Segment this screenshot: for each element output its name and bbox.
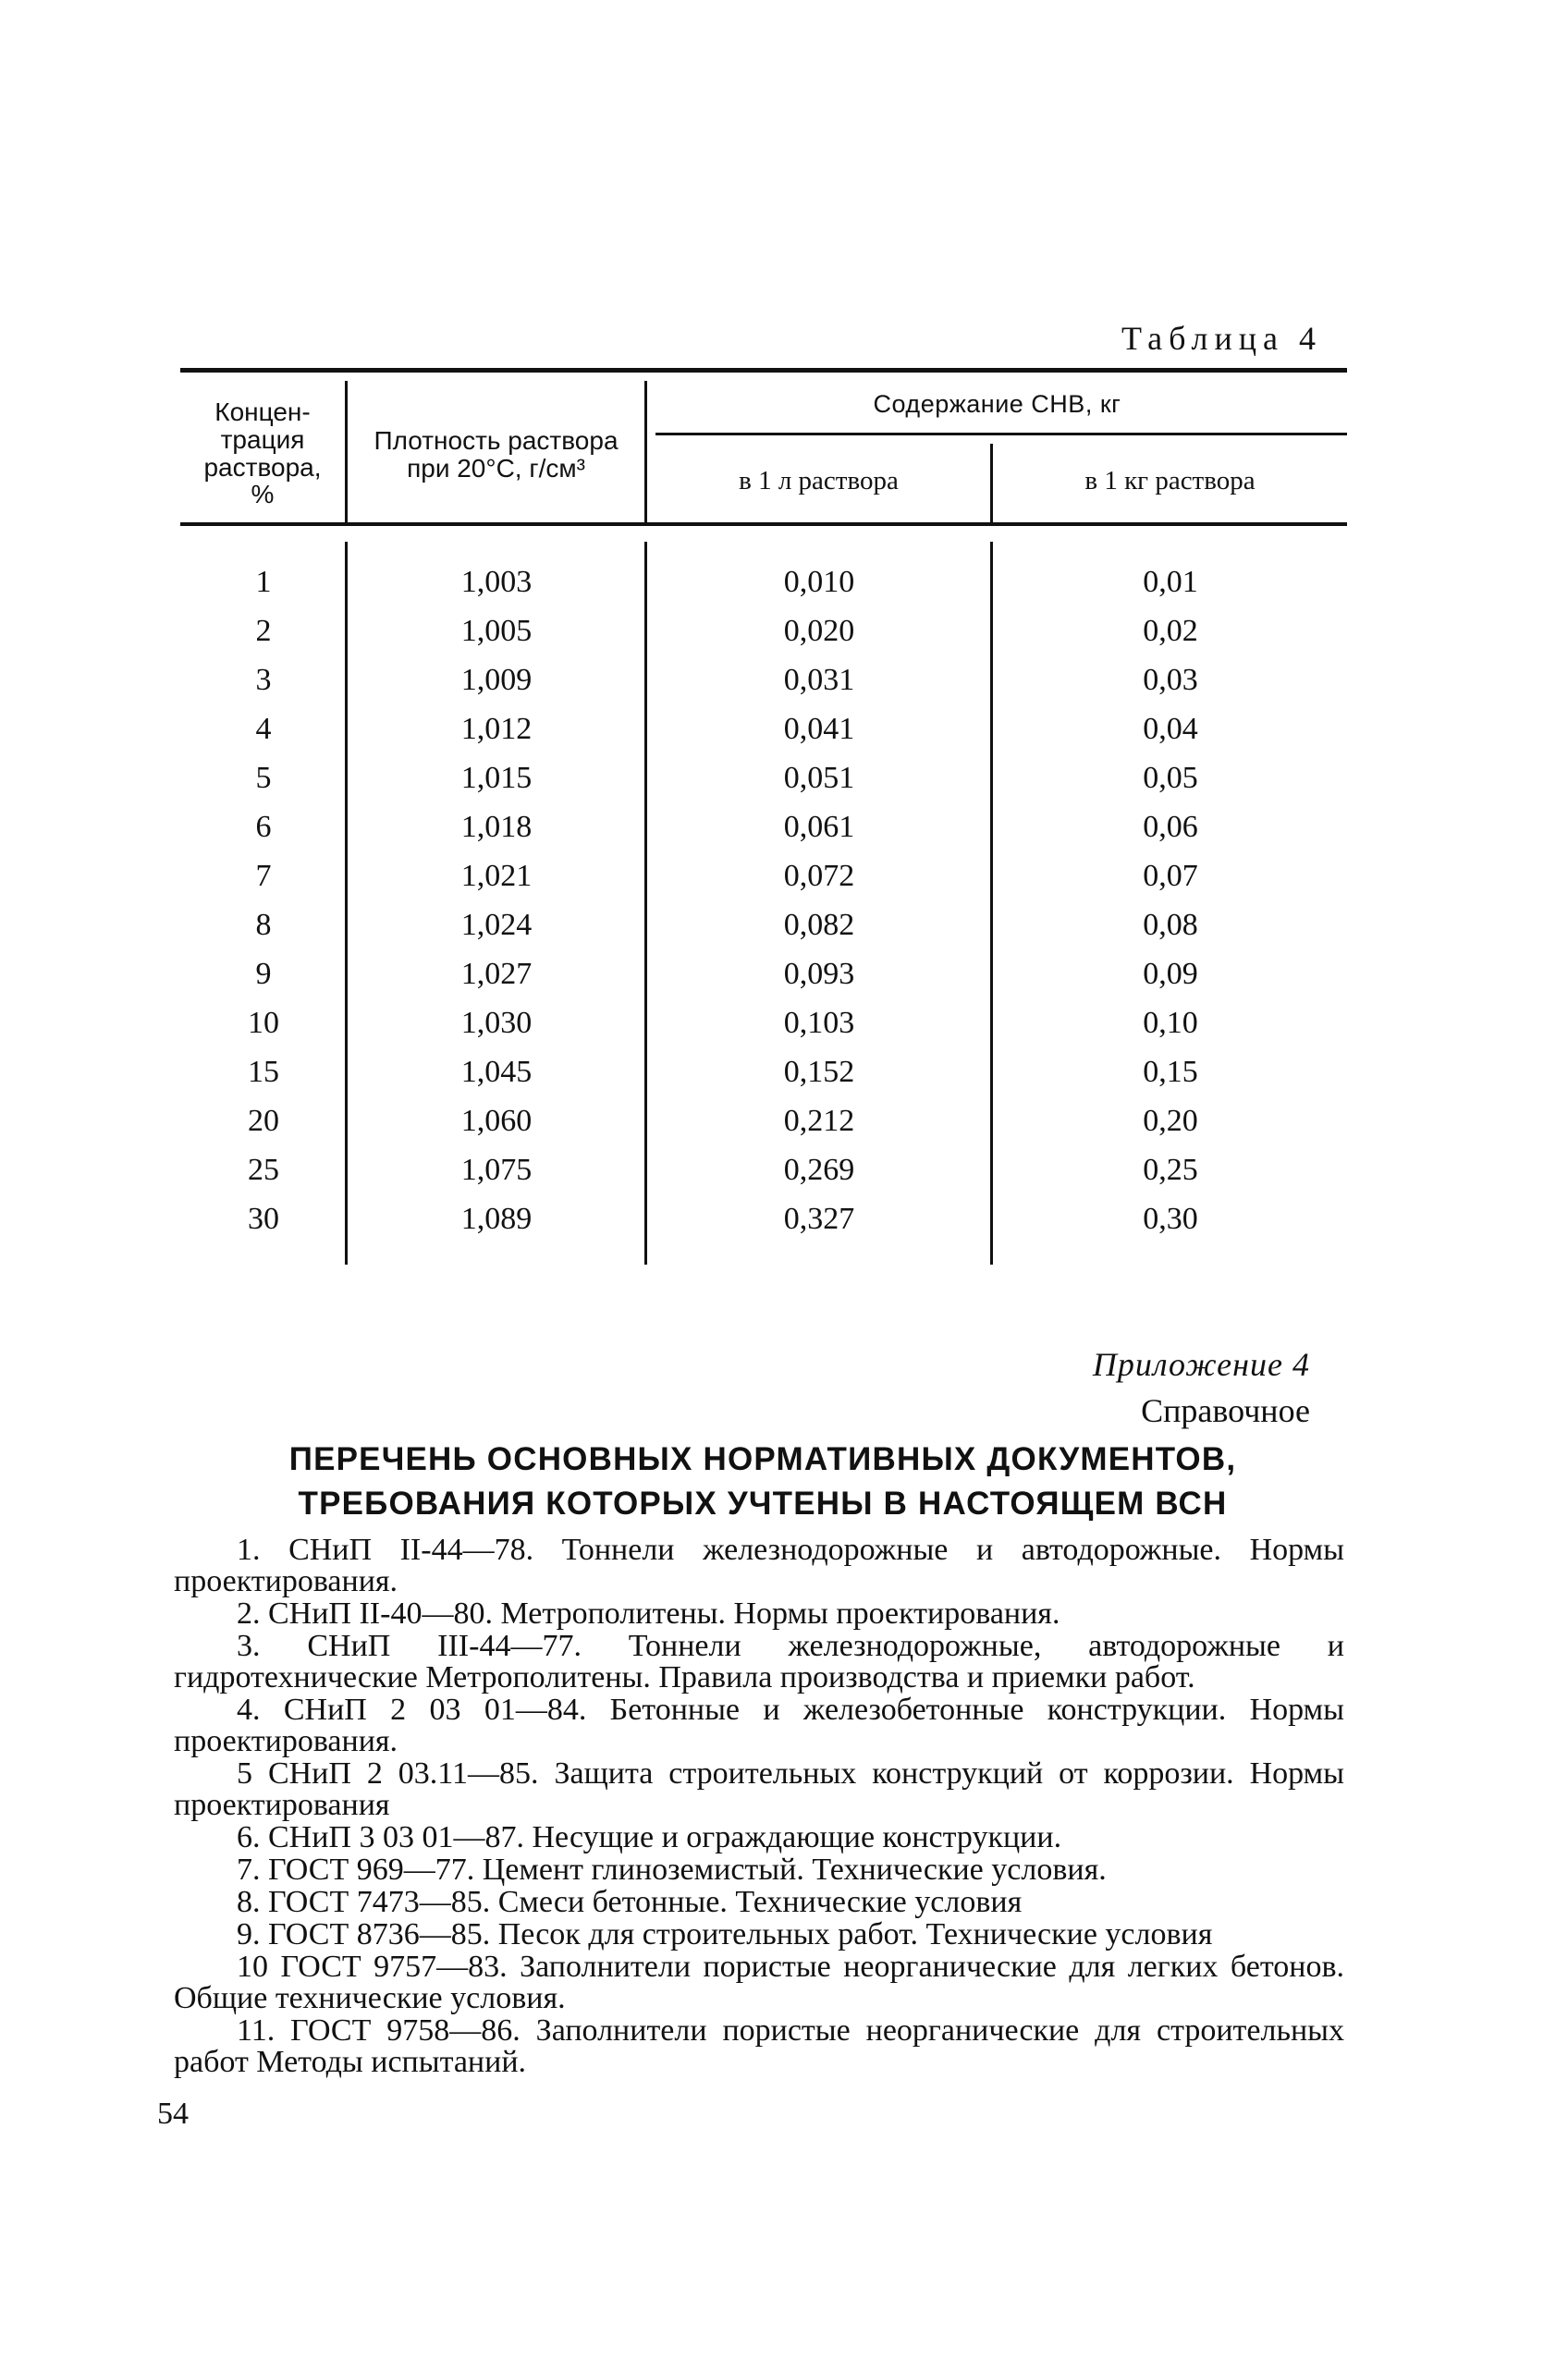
- cell-per-kg: 0,08: [1143, 908, 1198, 942]
- cell-density: 1,024: [460, 908, 533, 942]
- cell-per-liter: 0,103: [783, 1006, 855, 1040]
- cell-per-kg: 0,02: [1143, 614, 1198, 648]
- cell-per-liter: 0,212: [783, 1104, 855, 1138]
- cell-per-liter: 0,152: [783, 1055, 855, 1089]
- cell-concentration: 30: [248, 1202, 279, 1236]
- cell-concentration: 7: [255, 859, 272, 893]
- list-item: 11. ГОСТ 9758—86. Заполнители пористые неорганические для строительных работ Методы испытаний.: [174, 2013, 1344, 2079]
- cell-per-liter: 0,020: [783, 614, 855, 648]
- cell-per-kg: 0,25: [1143, 1153, 1198, 1187]
- cell-density: 1,060: [460, 1104, 533, 1138]
- header-content-group: Содержание СНВ, кг: [873, 389, 1121, 418]
- table-row: [180, 1194, 1347, 1243]
- cell-per-liter: 0,327: [783, 1202, 855, 1236]
- table-row: [180, 998, 1347, 1047]
- cell-per-kg: 0,30: [1143, 1202, 1198, 1236]
- table-row: [180, 900, 1347, 949]
- cell-density: 1,018: [460, 810, 533, 844]
- cell-per-kg: 0,01: [1143, 565, 1198, 599]
- list-item: 10 ГОСТ 9757—83. Заполнители пористые неорганические для легких бетонов. Общие технические условия.: [174, 1950, 1344, 2015]
- group-header-rule: [655, 433, 1347, 435]
- cell-per-kg: 0,15: [1143, 1055, 1198, 1089]
- cell-concentration: 8: [255, 908, 272, 942]
- cell-per-kg: 0,04: [1143, 712, 1198, 746]
- list-item: 4. СНиП 2 03 01—84. Бетонные и железобетонные конструкции. Нормы проектирования.: [174, 1693, 1344, 1758]
- cell-per-liter: 0,061: [783, 810, 855, 844]
- cell-per-kg: 0,03: [1143, 663, 1198, 697]
- cell-concentration: 3: [255, 663, 272, 697]
- cell-per-kg: 0,05: [1143, 761, 1198, 795]
- cell-density: 1,075: [460, 1153, 533, 1187]
- cell-per-liter: 0,072: [783, 859, 855, 893]
- cell-per-kg: 0,07: [1143, 859, 1198, 893]
- cell-density: 1,009: [460, 663, 533, 697]
- header-per-kg: в 1 кг раствора: [1084, 466, 1256, 496]
- list-item: 1. СНиП II-44—78. Тоннели железнодорожные и автодорожные. Нормы проектирования.: [174, 1533, 1344, 1598]
- list-item: 6. СНиП 3 03 01—87. Несущие и ограждающие конструкции.: [237, 1820, 1062, 1854]
- table-row: [180, 1096, 1347, 1145]
- cell-density: 1,003: [460, 565, 533, 599]
- header-concentration: Концен- трация раствора, %: [203, 398, 322, 509]
- cell-concentration: 25: [248, 1153, 279, 1187]
- cell-concentration: 2: [255, 614, 272, 648]
- list-item: 8. ГОСТ 7473—85. Смеси бетонные. Технические условия: [237, 1885, 1023, 1919]
- header-per-liter: в 1 л раствора: [739, 466, 899, 496]
- appendix-label: Приложение 4: [1092, 1346, 1310, 1383]
- cell-concentration: 5: [255, 761, 272, 795]
- cell-density: 1,021: [460, 859, 533, 893]
- table-row: [180, 557, 1347, 606]
- table-row: [180, 704, 1347, 753]
- list-item: 9. ГОСТ 8736—85. Песок для строительных работ. Технические условия: [237, 1917, 1213, 1951]
- cell-concentration: 15: [248, 1055, 279, 1089]
- table-row: [180, 1047, 1347, 1096]
- cell-density: 1,045: [460, 1055, 533, 1089]
- section-heading: [176, 1437, 1350, 1526]
- list-item: 2. СНиП II-40—80. Метрополитены. Нормы проектирования.: [237, 1596, 1060, 1631]
- cell-per-liter: 0,269: [783, 1153, 855, 1187]
- cell-density: 1,015: [460, 761, 533, 795]
- table-top-rule: [180, 368, 1347, 373]
- cell-concentration: 4: [255, 712, 272, 746]
- cell-concentration: 10: [248, 1006, 279, 1040]
- cell-per-kg: 0,06: [1143, 810, 1198, 844]
- list-item: 7. ГОСТ 969—77. Цемент глиноземистый. Технические условия.: [237, 1853, 1107, 1887]
- page-number: 54: [157, 2097, 189, 2131]
- cell-per-liter: 0,041: [783, 712, 855, 746]
- list-item: 5 СНиП 2 03.11—85. Защита строительных конструкций от коррозии. Нормы проектирования: [174, 1756, 1344, 1822]
- header-density: Плотность раствора при 20°С, г/см³: [374, 426, 619, 483]
- cell-density: 1,089: [460, 1202, 533, 1236]
- cell-concentration: 9: [255, 957, 272, 991]
- document-list: [174, 1535, 1344, 2079]
- table-row: [180, 802, 1347, 851]
- table-row: [180, 949, 1347, 998]
- cell-concentration: 20: [248, 1104, 279, 1138]
- cell-density: 1,005: [460, 614, 533, 648]
- cell-per-kg: 0,10: [1143, 1006, 1198, 1040]
- cell-per-liter: 0,010: [783, 565, 855, 599]
- list-item: 3. СНиП III-44—77. Тоннели железнодорожные, автодорожные и гидротехнические Метрополитены. Правила производства и приемки работ.: [174, 1629, 1344, 1694]
- cell-per-kg: 0,09: [1143, 957, 1198, 991]
- cell-per-liter: 0,093: [783, 957, 855, 991]
- appendix-type: Справочное: [1141, 1392, 1310, 1429]
- table-caption: Таблица 4: [1121, 320, 1322, 357]
- table-row: [180, 655, 1347, 704]
- cell-per-liter: 0,051: [783, 761, 855, 795]
- table-row: [180, 851, 1347, 900]
- cell-density: 1,012: [460, 712, 533, 746]
- cell-density: 1,027: [460, 957, 533, 991]
- table-row: [180, 606, 1347, 655]
- cell-concentration: 6: [255, 810, 272, 844]
- cell-per-kg: 0,20: [1143, 1104, 1198, 1138]
- data-table: [180, 368, 1347, 1278]
- table-row: [180, 753, 1347, 802]
- heading-line-1: ПЕРЕЧЕНЬ ОСНОВНЫХ НОРМАТИВНЫХ ДОКУМЕНТОВ,: [288, 1441, 1237, 1477]
- cell-concentration: 1: [255, 565, 272, 599]
- cell-per-liter: 0,031: [783, 663, 855, 697]
- heading-line-2: ТРЕБОВАНИЯ КОТОРЫХ УЧТЕНЫ В НАСТОЯЩЕМ ВСН: [298, 1486, 1228, 1522]
- header-bottom-rule: [180, 522, 1347, 526]
- table-row: [180, 1145, 1347, 1194]
- cell-density: 1,030: [460, 1006, 533, 1040]
- cell-per-liter: 0,082: [783, 908, 855, 942]
